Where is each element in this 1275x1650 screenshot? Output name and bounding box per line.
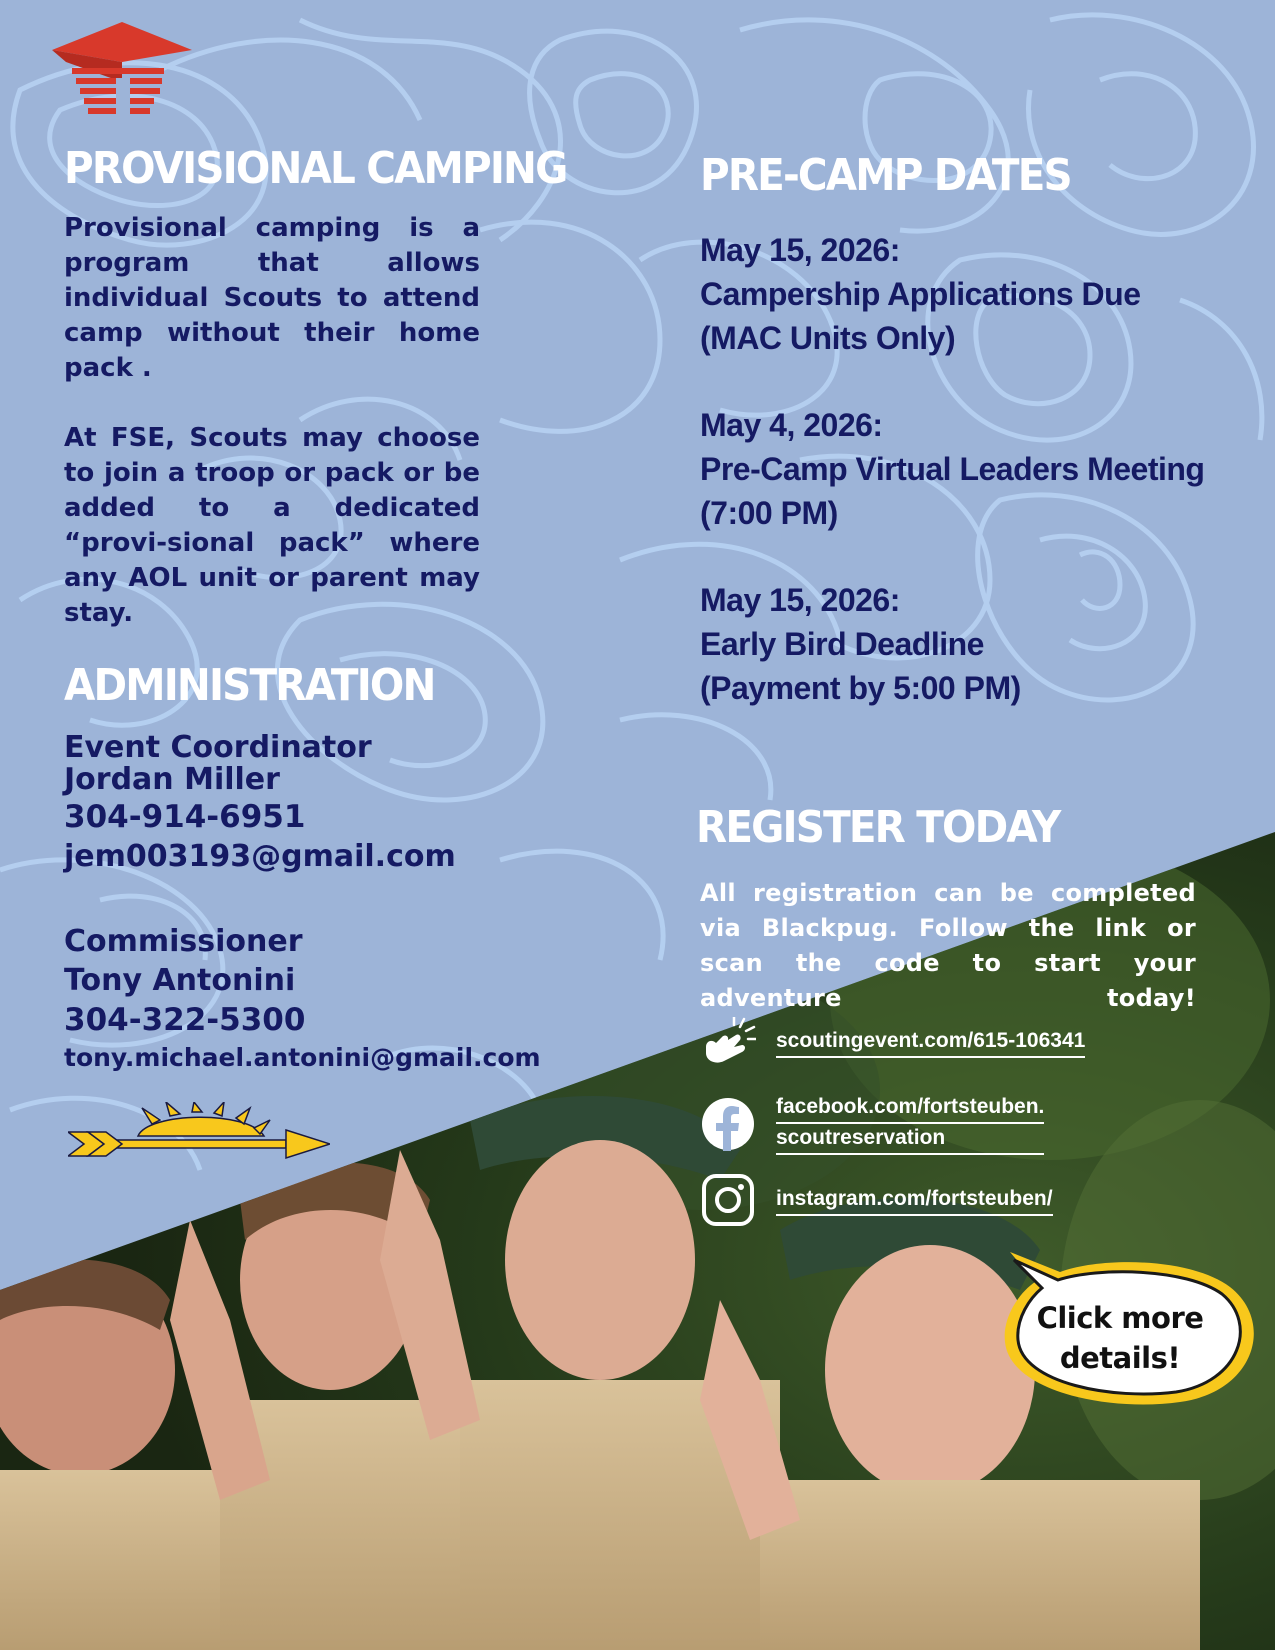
- event-link-label[interactable]: scoutingevent.com/615-106341: [776, 1027, 1085, 1058]
- commissioner-role: Commissioner: [64, 924, 303, 959]
- instagram-icon: [700, 1172, 756, 1228]
- precamp-dates-list: [700, 228, 1204, 753]
- provisional-paragraph-1: Provisional camping is a program that allows individual Scouts to attend camp without their home pack .: [64, 213, 480, 383]
- coordinator-phone[interactable]: 304-914-6951: [64, 799, 306, 835]
- date-note: (7:00 PM): [700, 495, 838, 531]
- date-note: (MAC Units Only): [700, 320, 956, 356]
- provisional-heading: PROVISIONAL CAMPING: [64, 143, 567, 194]
- facebook-link-line-1[interactable]: facebook.com/fortsteuben.: [776, 1093, 1044, 1124]
- event-link-text[interactable]: [776, 1027, 1085, 1058]
- commissioner-contact: [64, 923, 541, 1077]
- fort-logo-icon: [52, 22, 192, 122]
- instagram-link-row[interactable]: [700, 1172, 1053, 1228]
- register-description: All registration can be completed via Blackpug. Follow the link or scan the code to start your adventure today!: [700, 879, 1196, 1012]
- date-event: Campership Applications Due: [700, 276, 1141, 312]
- provisional-paragraph-2: At FSE, Scouts may choose to join a troop or pack or be added to a dedicated “provi-sional pack” where any AOL unit or parent may stay.: [64, 423, 480, 628]
- precamp-heading: PRE-CAMP DATES: [700, 150, 1071, 201]
- bubble-line-2: details!: [1059, 1341, 1181, 1375]
- date-event: Early Bird Deadline: [700, 626, 984, 662]
- coordinator-email[interactable]: jem003193@gmail.com: [64, 839, 456, 874]
- bubble-line-1: Click more: [1036, 1301, 1204, 1335]
- instagram-link-label[interactable]: instagram.com/fortsteuben/: [776, 1185, 1053, 1216]
- instagram-link-text[interactable]: [776, 1185, 1053, 1216]
- click-more-details-button[interactable]: [1010, 1298, 1230, 1378]
- commissioner-name: Tony Antonini: [64, 963, 296, 998]
- date-label: May 15, 2026:: [700, 232, 900, 268]
- coordinator-name: Jordan Miller: [64, 762, 280, 797]
- commissioner-phone[interactable]: 304-322-5300: [64, 1002, 306, 1038]
- date-event: Pre-Camp Virtual Leaders Meeting: [700, 451, 1205, 487]
- provisional-description: [64, 211, 480, 666]
- date-item: [700, 578, 1204, 710]
- date-label: May 4, 2026:: [700, 407, 883, 443]
- administration-heading: ADMINISTRATION: [64, 660, 435, 711]
- coordinator-role: Event Coordinator: [64, 730, 372, 765]
- event-link-row[interactable]: [700, 1014, 1085, 1070]
- tap-hand-icon: [700, 1014, 756, 1070]
- facebook-icon: [700, 1096, 756, 1152]
- coordinator-contact: [64, 730, 456, 877]
- date-note: (Payment by 5:00 PM): [700, 670, 1021, 706]
- register-heading: REGISTER TODAY: [696, 802, 1060, 853]
- date-item: [700, 403, 1204, 535]
- date-label: May 15, 2026:: [700, 582, 900, 618]
- commissioner-email[interactable]: tony.michael.antonini@gmail.com: [64, 1043, 541, 1072]
- facebook-link-line-2[interactable]: scoutreservation: [776, 1124, 1044, 1155]
- date-item: [700, 228, 1204, 360]
- facebook-link-text[interactable]: [776, 1093, 1044, 1155]
- facebook-link-row[interactable]: [700, 1093, 1044, 1155]
- sun-arrow-icon: [68, 1102, 330, 1172]
